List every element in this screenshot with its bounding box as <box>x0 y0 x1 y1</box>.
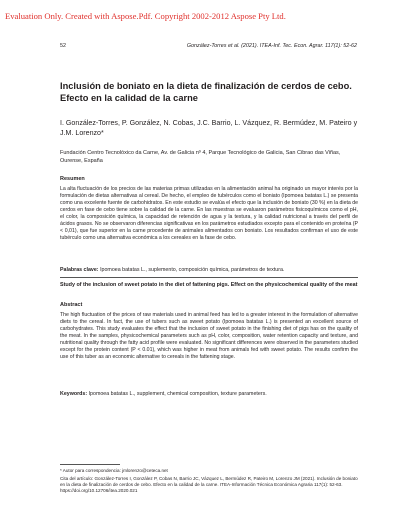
palabras-clave-label: Palabras clave: <box>60 267 99 273</box>
keywords-label: Keywords: <box>60 391 88 397</box>
article-citation: Cita del artículo: González-Torres I, González P, Cobas N, Barrio JC, Vázquez L, Bermúdez R, Pateiro M, Lorenzo JM (2021). Inclusión de boniato en la dieta de finalización de cerdos de cebo. Efecto en la calidad de la carne. ITEA-Información Técnica Económica Agraria 117(1): 52-63. https://doi.org/10.12706/itea.2020.021 <box>60 476 358 493</box>
running-header <box>60 43 357 49</box>
resumen-heading: Resumen <box>60 176 85 182</box>
keywords-text: Ipomoea batatas L., supplement, chemical composition, texture parameters. <box>88 391 267 397</box>
page-number: 52 <box>60 43 66 49</box>
resumen-text: La alta fluctuación de los precios de las materias primas utilizadas en la alimentación animal ha originado un mayor interés por la formulación de dietas alternativas al cereal. De hecho, el empleo de tubérculos como el boniato (Ipomoea batatas L.) se presenta como una excelente fuente de carbohidratos. En este estudio se evalúa el efecto que la inclusión de boniato (30 %) en la dieta de cerdos en fase de cebo tiene sobre la calidad de la carne. En las muestras se evaluaron parámetros fisicoquímicos como el pH, el color, la composición química, la capacidad de retención de agua y la textura, y la calidad nutricional a través del perfil de ácidos grasos. No se observaron diferencias significativas en los parámetros estudiados excepto para el contenido en proteína (P < 0,01), que fue superior en la carne procedente de animales alimentados con boniato. Los resultados confirman el uso de este tubérculo como una alternativa económica a los cereales en la fase de cebo. <box>60 186 358 242</box>
section-divider <box>60 277 358 278</box>
palabras-clave-text: Ipomoea batatas L., suplemento, composición química, parámetros de textura. <box>100 267 285 273</box>
journal-citation-header: González-Torres et al. (2021). ITEA-Inf. Tec. Econ. Agrar. 117(1): 52-62 <box>186 43 357 49</box>
abstract-heading: Abstract <box>60 302 83 308</box>
keywords <box>60 391 358 398</box>
corresponding-author-footnote: * Autor para correspondencia: jmlorenzo@ceteca.net <box>60 468 168 473</box>
palabras-clave <box>60 267 358 274</box>
evaluation-watermark: Evaluation Only. Created with Aspose.Pdf. Copyright 2002-2012 Aspose Pty Ltd. <box>5 11 286 21</box>
affiliation: Fundación Centro Tecnolóxico da Carne, Av. de Galicia nº 4, Parque Tecnológico de Galicia, San Cibrao das Viñas, Ourense, España <box>60 150 341 164</box>
author-list: I. González-Torres, P. González, N. Cobas, J.C. Barrio, L. Vázquez, R. Bermúdez, M. Pateiro y J.M. Lorenzo* <box>60 119 358 138</box>
article-title: Inclusión de boniato en la dieta de finalización de cerdos de cebo. Efecto en la calidad de la carne <box>60 81 352 103</box>
abstract-text: The high fluctuation of the prices of raw materials used in animal feed has led to a greater interest in the formulation of alternative diets to the cereal. In fact, the use of tubers such as sweet potato (Ipomoea batatas L.) is presented an excellent source of carbohydrates. This study evaluates the effect that the inclusion of sweet potato in the finishing diet of pigs has on the quality of the meat. In the samples, physicochemical parameters such as pH, color, composition, water retention capacity and texture, and nutritional quality through the fatty acid profile were evaluated. No significant differences were observed in the parameters studied except for the protein content (P < 0.01), which was higher in meat from animals fed with sweet potato. The results confirm the use of this tuber as an economic alternative to cereals in the fattening stage. <box>60 312 358 361</box>
english-title: Study of the inclusion of sweet potato in the diet of fattening pigs. Effect on the physicochemical quality of the meat <box>60 282 358 288</box>
footnote-rule <box>60 464 120 465</box>
